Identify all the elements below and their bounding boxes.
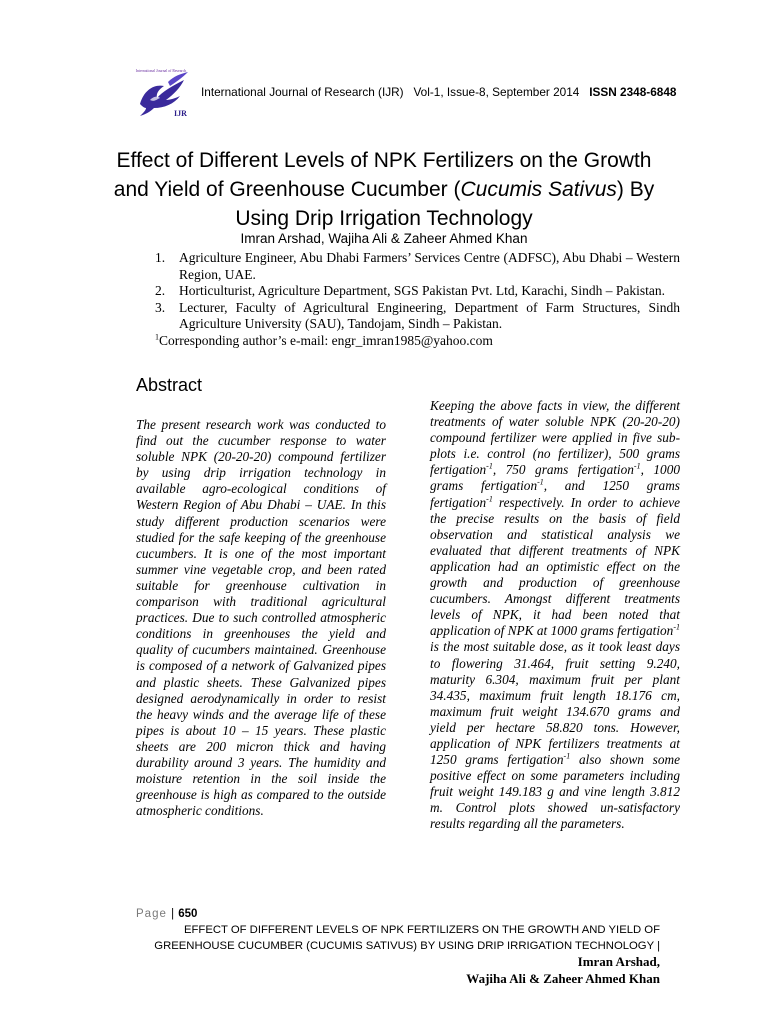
running-title: EFFECT OF DIFFERENT LEVELS OF NPK FERTILIZERS ON THE GROWTH AND YIELD OF GREENHOUSE CUCUMBER (CUCUMIS SATIVUS) BY USING DRIP IRRIGATION TECHNOLOGY (154, 924, 660, 952)
journal-volume: Vol-1, Issue-8, September 2014 (413, 85, 580, 99)
affiliation-list (155, 250, 680, 349)
abstract-heading: Abstract (136, 375, 203, 395)
logo-abbr: IJR (174, 109, 187, 118)
footer-authors: Imran Arshad, (577, 954, 660, 969)
footer-authors-2: Wajiha Ali & Zaheer Ahmed Khan (466, 971, 660, 986)
journal-header (201, 85, 701, 99)
abstract-right-column: Keeping the above facts in view, the different treatments of water soluble NPK (20-20-20) compound fertilizer were applied in five sub-plots i.e. control (no fertilizer), 500 grams fertigation$^{-1}$, 750 grams fertigation$^{-1}$, 1000 grams fertigation$^{-1}$, and 1250 grams fertigation$^{-1}$ respectively. In order to achieve the precise results on the basis of field observation and statistical analysis we evaluated that different treatments of NPK application had an optimistic effect on the growth and production of greenhouse cucumbers. Amongst different treatments levels of NPK, it had been noted that application of NPK at 1000 grams fertigation$^{-1}$ is the most suitable dose, as it took least days to flowering 31.464, fruit setting 9.240, maturity 6.304, maximum fruit per plant 34.435, maximum fruit length 18.176 cm, maximum fruit weight 134.670 grams and yield per hectare 58.820 tons. However, application of NPK fertilizers treatments at 1250 grams fertigation$^{-1}$ also shown some positive effect on some parameters including fruit weight 149.183 g and vine length 3.812 m. Control plots showed un-satisfactory results regarding all the parameters. (430, 398, 680, 832)
author-list: Imran Arshad, Wajiha Ali & Zaheer Ahmed Khan (240, 231, 528, 246)
species-name: Cucumis Sativus (460, 178, 617, 201)
journal-name: International Journal of Research (IJR) (201, 85, 404, 99)
journal-logo-icon (130, 66, 192, 122)
affiliation-item: 2. Horticulturist, Agriculture Department, SGS Pakistan Pvt. Ltd, Karachi, Sindh – Pakistan. (155, 283, 665, 298)
affiliation-item: 3. Lecturer, Faculty of Agricultural Engineering, Department of Farm Structures, Sindh Agriculture University (SAU), Tandojam, Sindh – Pakistan. (155, 299, 680, 331)
paper-title: Effect of Different Levels of NPK Fertilizers on the Growth and Yield of Greenhouse Cucumber (Cucumis Sativus) By Using Drip Irrigation Technology (113, 149, 655, 230)
journal-issn: ISSN 2348-6848 (589, 85, 677, 99)
running-footer: EFFECT OF DIFFERENT LEVELS OF NPK FERTILIZERS ON THE GROWTH AND YIELD OF GREENHOUSE CUCUMBER (CUCUMIS SATIVUS) BY USING DRIP IRRIGATION TECHNOLOGY | Imran Arshad, Wajiha Ali & Zaheer Ahmed Khan (154, 924, 660, 986)
corresponding-author: $^1$Corresponding author’s e-mail: engr_imran1985@yahoo.com (155, 332, 493, 348)
logo-caption: International Journal of Research (135, 69, 187, 73)
affiliation-item: 1. Agriculture Engineer, Abu Dhabi Farmers’ Services Centre (ADFSC), Abu Dhabi – Western Region, UAE. (155, 250, 680, 282)
page-footer-number: Page | 650 (136, 908, 198, 920)
abstract-left-column: The present research work was conducted to find out the cucumber response to water soluble NPK (20-20-20) compound fertilizer by using drip irrigation technology in available agro-ecological conditions of Western Region of Abu Dhabi – UAE. In this study different production scenarios were studied for the safe keeping of the greenhouse cucumbers. It is one of the most important summer vine vegetable crop, and been rated suitable for greenhouse cultivation in comparison with traditional agricultural practices. Due to such controlled atmospheric conditions in greenhouses the yield and quality of cucumbers maintained. Greenhouse is composed of a network of Galvanized pipes and plastic sheets. These Galvanized pipes designed aerodynamically in order to resist the heavy winds and the average life of these pipes is about 10 – 15 years. These plastic sheets are 200 micron thick and having durability around 3 years. The humidity and moisture retention in the soil inside the greenhouse is high as compared to the outside atmospheric conditions. (136, 417, 386, 819)
